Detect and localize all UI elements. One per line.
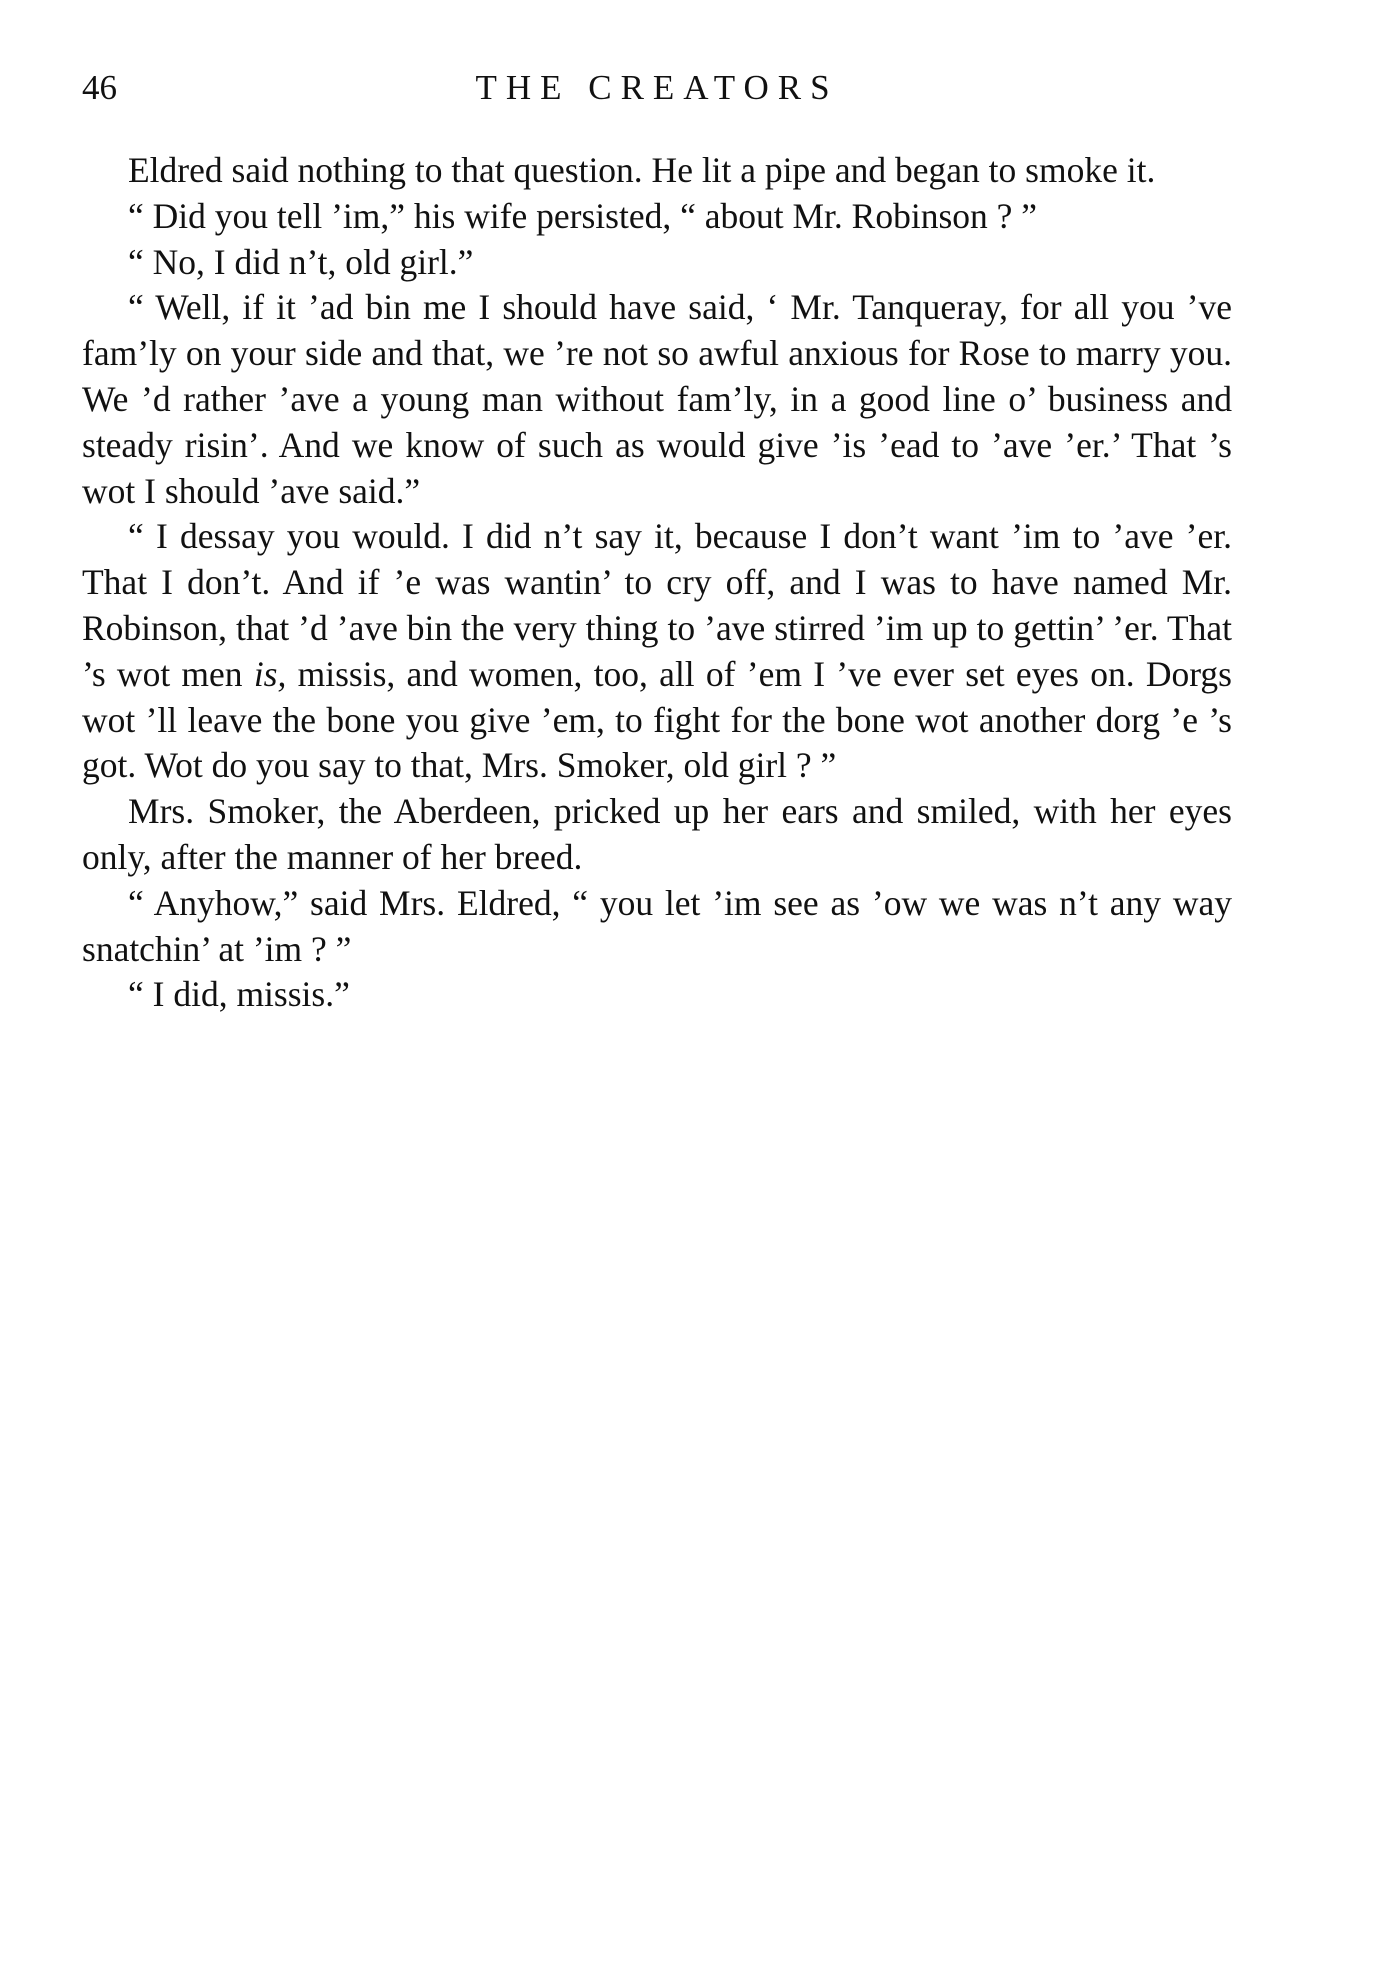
paragraph: “ No, I did n’t, old girl.” <box>128 241 474 282</box>
running-title: THE CREATORS <box>475 68 839 107</box>
paragraph-text: missis, and women, too, all of ’em I ’ve ever set eyes on. Dorgs wot ’ll leave the bone you give ’em, to fight for the bone wot another dorg ’e ’s got. Wot do you say to that, Mrs. Smoker, old girl ? ” <box>82 653 1232 786</box>
paragraph: “ Well, if it ’ad bin me I should have said, ‘ Mr. Tanqueray, for all you ’ve fam’ly on your side and that, we ’re not so awful anxious for Rose to marry you. We ’d rather ’ave a young man without fam’ly, in a good line o’ business and steady risin’. And we know of such as would give ’is ’ead to ’ave ’er.’ That ’s wot I should ’ave said.” <box>82 287 1232 511</box>
page-header <box>82 62 1232 114</box>
paragraph-text: “ I dessay you would. I did n’t say it, because I don’t want ’im to ’ave ’er. That I don’t. And if ’e was wantin’ to cry off, and I was to have named Mr. Robinson, that ’d ’ave bin the very thing to ’ave stirred ’im up to gettin’ ’er. That ’s wot men <box>82 516 1232 694</box>
paragraph <box>82 514 1232 789</box>
paragraph: “ Anyhow,” said Mrs. Eldred, “ you let ’im see as ’ow we was n’t any way snatchin’ at ’im ? ” <box>82 882 1232 969</box>
body-text <box>82 148 1232 1018</box>
paragraph: Eldred said nothing to that question. He lit a pipe and began to smoke it. <box>128 150 1156 190</box>
page-number: 46 <box>82 68 117 107</box>
paragraph: “ I did, missis.” <box>128 974 350 1015</box>
paragraph: Mrs. Smoker, the Aberdeen, pricked up her ears and smiled, with her eyes only, after the manner of her breed. <box>82 791 1232 877</box>
paragraph: “ Did you tell ’im,” his wife persisted, “ about Mr. Robinson ? ” <box>128 195 1038 236</box>
emphasized-word: is, <box>253 653 287 694</box>
